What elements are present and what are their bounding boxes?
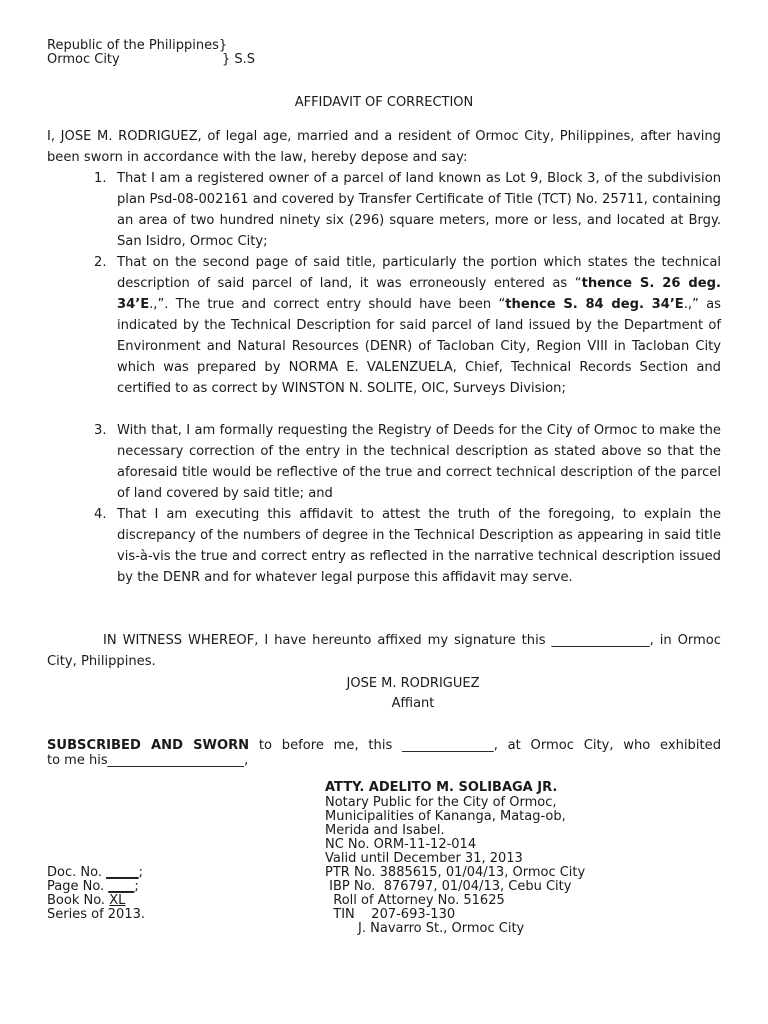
- notary-line: NC No. ORM-11-12-014: [325, 837, 477, 852]
- notary-line: Municipalities of Kananga, Matag-ob,: [325, 809, 566, 824]
- doc-blank: _____: [106, 865, 139, 880]
- item-number: 3.: [94, 423, 107, 438]
- notary-line: TIN 207-693-130: [325, 907, 456, 922]
- affiant-name: JOSE M. RODRIGUEZ: [346, 676, 480, 691]
- notary-line: J. Navarro St., Ormoc City: [325, 921, 525, 936]
- notary-line: Notary Public for the City of Ormoc,: [325, 795, 557, 810]
- notary-line: PTR No. 3885615, 01/04/13, Ormoc City: [325, 865, 586, 880]
- book-value: XL: [109, 893, 126, 908]
- header-city: Ormoc City: [47, 52, 120, 67]
- header-republic: Republic of the Philippines}: [47, 38, 228, 53]
- series-year: Series of 2013.: [47, 907, 145, 922]
- jurat-id-line: to me his_____________________,: [47, 753, 249, 768]
- item-text: That I am executing this affidavit to attest the truth of the foregoing, to explain the discrepancy of the numbers of degree in the Technical Description as appearing in said title vis-à-vis the true and correct entry as reflected in the narrative technical description issued by the DENR and for whatever legal purpose this affidavit may serve.: [117, 507, 721, 585]
- jurat-text: to before me, this ______________, at Ormoc City, who exhibited: [249, 738, 722, 753]
- jurat-heading: SUBSCRIBED AND SWORN: [47, 738, 250, 753]
- notary-line: IBP No. 876797, 01/04/13, Cebu City: [325, 879, 572, 894]
- page-blank: ____: [108, 879, 135, 894]
- item-text-segment: .,”. The true and correct entry should have been “: [149, 297, 506, 312]
- document-title: AFFIDAVIT OF CORRECTION: [294, 95, 474, 110]
- notary-line: Roll of Attorney No. 51625: [325, 893, 505, 908]
- page-label: Page No.: [47, 879, 109, 894]
- notary-line: Valid until December 31, 2013: [325, 851, 523, 866]
- book-number: [47, 894, 125, 908]
- item-number: 2.: [94, 255, 107, 270]
- book-label: Book No.: [47, 893, 110, 908]
- doc-label: Doc. No.: [47, 865, 107, 880]
- item-text: [117, 252, 721, 399]
- intro-paragraph: I, JOSE M. RODRIGUEZ, of legal age, married and a resident of Ormoc City, Philippines, after having been sworn in accordance with the law, hereby depose and say:: [47, 129, 721, 165]
- affiant-role: Affiant: [391, 696, 435, 711]
- item-text-segment: That on the second page of said title, particularly the portion which states the technical description of said parcel of land, it was erroneously entered as “: [117, 255, 721, 291]
- item-text: That I am a registered owner of a parcel of land known as Lot 9, Block 3, of the subdivision plan Psd-08-002161 and covered by Transfer Certificate of Title (TCT) No. 25711, containing an area of two hundred ninety six (296) square meters, more or less, and located at Brgy. San Isidro, Ormoc City;: [117, 171, 721, 249]
- notary-line: Merida and Isabel.: [325, 823, 445, 838]
- erroneous-entry: thence S. 26 deg. 34’E: [117, 276, 722, 312]
- item-number: 1.: [94, 171, 107, 186]
- notary-name: ATTY. ADELITO M. SOLIBAGA JR.: [325, 780, 558, 795]
- doc-number: [47, 866, 143, 880]
- page-number: [47, 880, 139, 894]
- item-text-segment: .,” as indicated by the Technical Description for said parcel of land issued by the Department of Environment and Natural Resources (DENR) of Tacloban City, Region VIII in Tacloban City which was prepared by NORMA E. VALENZUELA, Chief, Technical Records Section and certified to as correct by WINSTON N. SOLITE, OIC, Surveys Division;: [117, 297, 721, 396]
- doc-end: ;: [138, 865, 143, 880]
- witness-paragraph: IN WITNESS WHEREOF, I have hereunto affixed my signature this _______________, in Ormoc City, Philippines.: [47, 633, 721, 669]
- correct-entry: thence S. 84 deg. 34’E: [505, 297, 684, 312]
- item-text: With that, I am formally requesting the Registry of Deeds for the City of Ormoc to make the necessary correction of the entry in the technical description as stated above so that the aforesaid title would be reflective of the true and correct technical description of the parcel of land covered by said title; and: [117, 423, 721, 501]
- item-number: 4.: [94, 507, 107, 522]
- header-ss: } S.S: [222, 52, 256, 67]
- page-end: ;: [134, 879, 139, 894]
